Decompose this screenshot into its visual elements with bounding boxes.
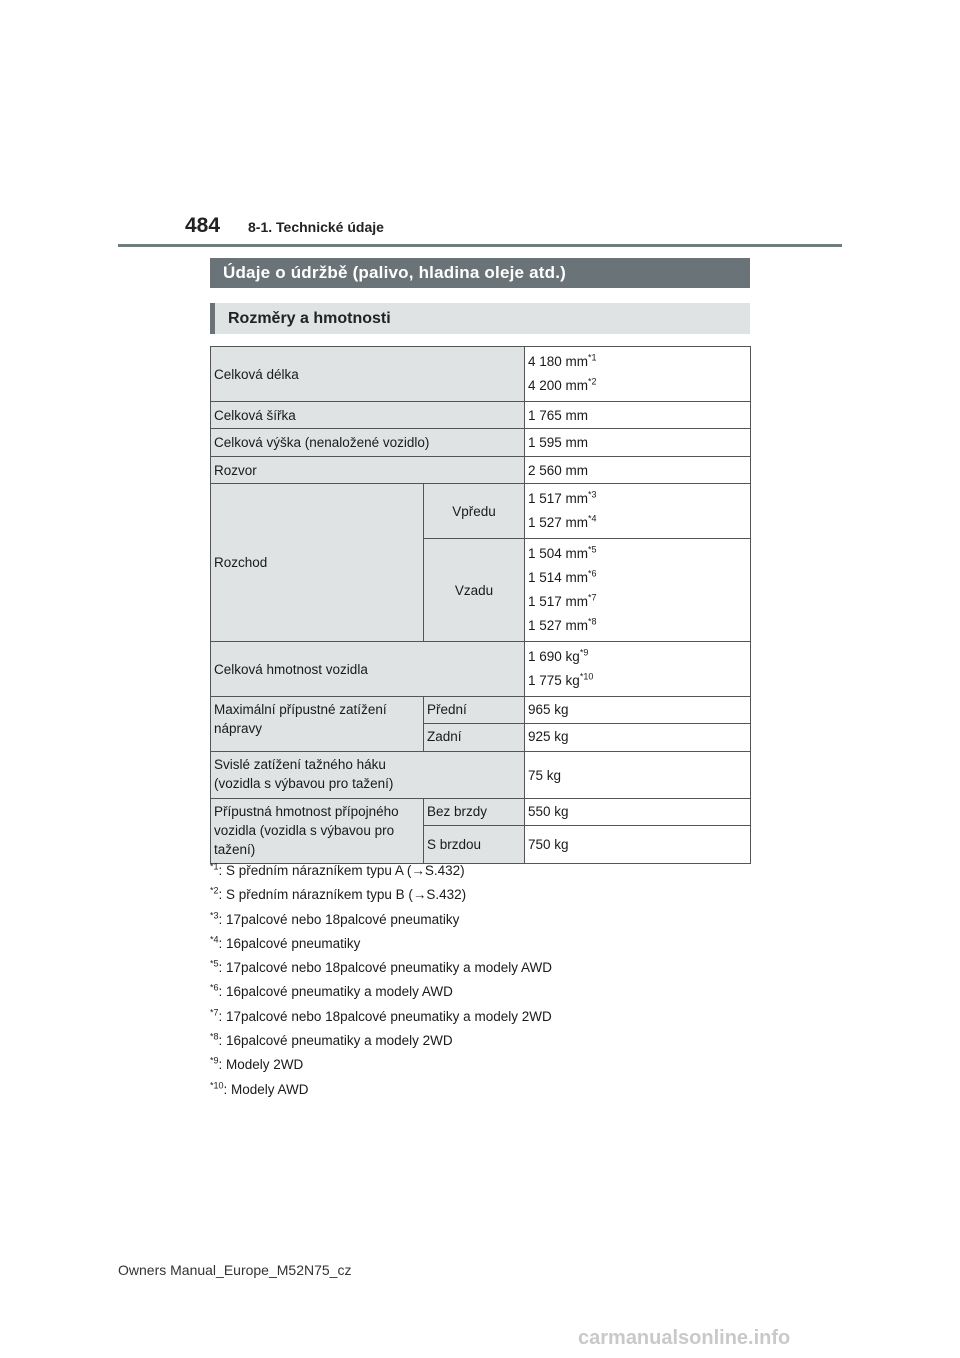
table-row	[211, 457, 751, 484]
value-line: 1 517 $mm^{*7}$	[528, 592, 597, 609]
footnote: $^{*7}$: 17palcové nebo 18palcové pneumatiky a modely 2WD	[210, 1007, 552, 1024]
table-row	[211, 402, 751, 429]
row-value: 1 765 mm	[525, 402, 751, 429]
row-label: Celková délka	[211, 347, 525, 402]
table-row	[211, 484, 751, 539]
section-title: Údaje o údržbě (palivo, hladina oleje atd.)	[210, 258, 750, 288]
table-row	[211, 429, 751, 457]
sub-label: Zadní	[424, 724, 525, 752]
dimensions-table	[210, 346, 751, 864]
row-value: 2 560 mm	[525, 457, 751, 484]
row-value	[525, 642, 751, 697]
table-row	[211, 642, 751, 697]
value-line: 4 200 $mm^{*2}$	[528, 376, 597, 393]
sub-label: Vzadu	[424, 539, 525, 642]
row-label: Celková výška (nenaložené vozidlo)	[211, 429, 525, 457]
footnote: $^{*9}$: Modely 2WD	[210, 1055, 304, 1073]
row-value	[525, 539, 751, 642]
sub-label: S brzdou	[424, 826, 525, 864]
table-row	[211, 697, 751, 724]
table-row	[211, 752, 751, 799]
footnote: $^{*8}$: 16palcové pneumatiky a modely 2WD	[210, 1031, 453, 1049]
chapter-title: 8-1. Technické údaje	[248, 219, 384, 235]
row-label: Rozvor	[211, 457, 525, 484]
row-value: 75 kg	[525, 752, 751, 799]
footnote: $^{*10}$: Modely AWD	[210, 1080, 309, 1097]
header-divider	[118, 244, 842, 247]
row-value: 1 595 mm	[525, 429, 751, 457]
row-value: 925 kg	[525, 724, 751, 752]
subsection-title: Rozměry a hmotnosti	[210, 303, 750, 334]
value-line: 1 527 $mm^{*4}$	[528, 513, 597, 530]
row-label: Maximální přípustné zatížení nápravy	[211, 697, 424, 752]
row-label: Celková hmotnost vozidla	[211, 642, 525, 697]
footer-text: Owners Manual_Europe_M52N75_cz	[118, 1262, 352, 1278]
row-label: Rozchod	[211, 484, 424, 642]
value-line: 1 504 $mm^{*5}$	[528, 544, 597, 561]
sub-label: Přední	[424, 697, 525, 724]
value-line: 4 180 $mm^{*1}$	[528, 352, 597, 369]
value-line: 1 517 $mm^{*3}$	[528, 489, 597, 506]
row-value: 965 kg	[525, 697, 751, 724]
row-label: Celková šířka	[211, 402, 525, 429]
sub-label: Vpředu	[424, 484, 525, 539]
row-value	[525, 484, 751, 539]
footnote: $^{*4}$: 16palcové pneumatiky	[210, 934, 361, 951]
value-line: 1 527 $mm^{*8}$	[528, 616, 597, 633]
row-label: Přípustná hmotnost přípojného vozidla (vozidla s výbavou pro tažení)	[211, 799, 424, 864]
row-value: 550 kg	[525, 799, 751, 826]
value-line: 1 690 $kg^{*9}$	[528, 647, 589, 664]
sub-label: Bez brzdy	[424, 799, 525, 826]
footnote: $^{*6}$: 16palcové pneumatiky a modely AWD	[210, 982, 453, 1000]
table-row	[211, 799, 751, 826]
footnote: $^{*5}$: 17palcové nebo 18palcové pneumatiky a modely AWD	[210, 958, 552, 976]
footnotes	[210, 859, 750, 1102]
row-value	[525, 347, 751, 402]
watermark: carmanualsonline.info	[578, 1327, 791, 1349]
footnote: $^{*3}$: 17palcové nebo 18palcové pneumatiky	[210, 910, 460, 927]
value-line: 1 514 $mm^{*6}$	[528, 568, 597, 585]
row-label: Svislé zatížení tažného háku (vozidla s výbavou pro tažení)	[211, 752, 525, 799]
table-row	[211, 347, 751, 402]
value-line: 1 775 $kg^{*10}$	[528, 671, 594, 688]
footnote: $^{*2}$: S předním nárazníkem typu B (→S.432)	[210, 885, 467, 903]
page-number: 484	[185, 214, 221, 237]
footnote: $^{*1}$: S předním nárazníkem typu A (→S.432)	[210, 861, 465, 878]
row-value: 750 kg	[525, 826, 751, 864]
